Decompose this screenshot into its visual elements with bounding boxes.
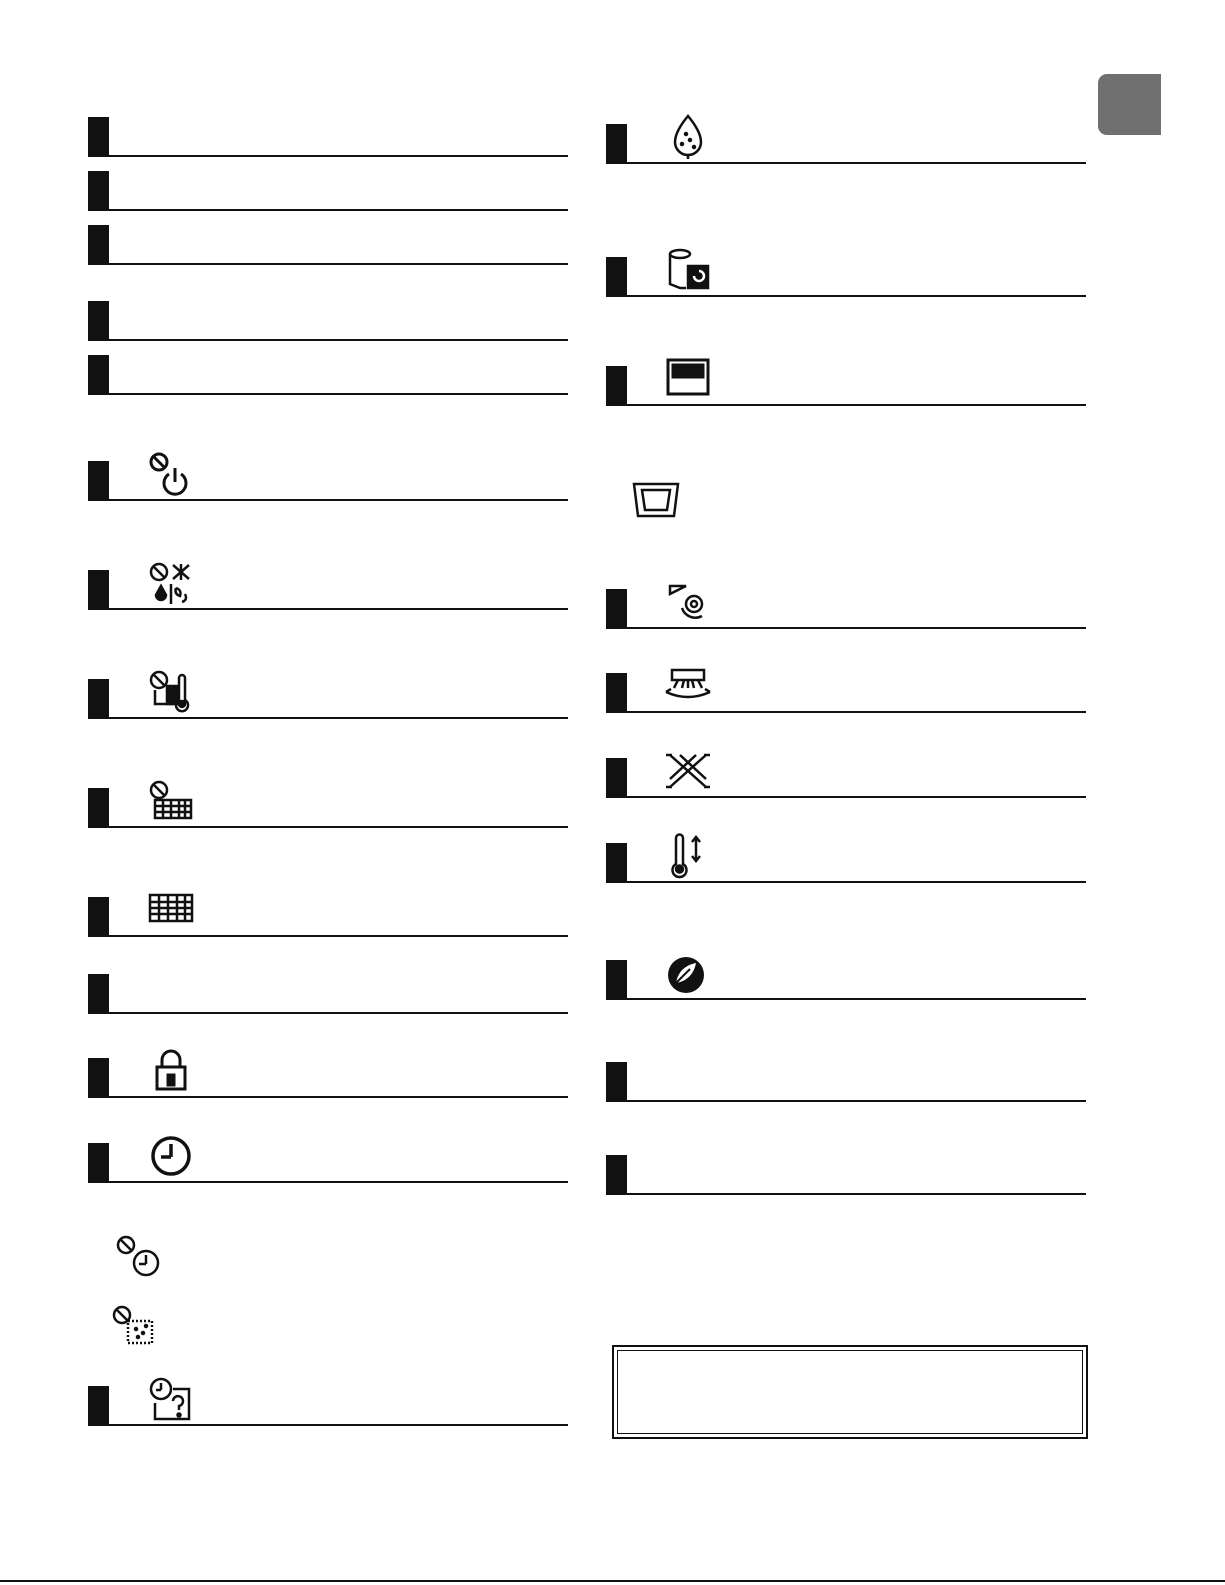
heading-marker [88, 788, 109, 828]
heading-rule [627, 295, 1086, 297]
heading-marker [88, 301, 109, 341]
louver-swing-icon [664, 578, 712, 626]
heading-rule [627, 1193, 1086, 1195]
heading-rule [109, 155, 568, 157]
defrost-cycle-icon [664, 246, 712, 294]
heading-rule [109, 608, 568, 610]
heading-rule [109, 499, 568, 501]
right-heading-10 [606, 1155, 1086, 1195]
filter-prohibited-icon [110, 1303, 158, 1351]
note-box [612, 1345, 1088, 1439]
heading-rule [627, 796, 1086, 798]
left-heading-3 [88, 225, 568, 265]
mode-prohibited-icon [147, 560, 195, 608]
left-heading-4 [88, 301, 568, 341]
heading-rule [627, 1100, 1086, 1102]
heading-marker [88, 570, 109, 610]
heading-marker [88, 1386, 109, 1426]
air-direction-icon [664, 662, 712, 710]
on-off-prohibited-icon [147, 450, 195, 498]
heading-rule [109, 339, 568, 341]
temperature-prohibited-icon [147, 668, 195, 716]
lock-icon [147, 1047, 195, 1095]
footer-rule [0, 1580, 1225, 1582]
heading-marker [88, 679, 109, 719]
heading-marker [88, 1143, 109, 1183]
heading-marker [88, 897, 109, 937]
schedule-icon [147, 887, 195, 935]
schedule-prohibited-icon [147, 778, 195, 826]
heading-marker [606, 843, 627, 883]
heading-rule [109, 717, 568, 719]
heading-rule [109, 1181, 568, 1183]
heading-marker [606, 1062, 627, 1102]
heading-rule [109, 826, 568, 828]
timer-question-icon [147, 1375, 195, 1423]
heading-rule [627, 881, 1086, 883]
heading-rule [109, 209, 568, 211]
timer-prohibited-icon [114, 1233, 162, 1281]
eco-leaf-icon [664, 949, 712, 997]
heading-marker [606, 589, 627, 629]
right-heading-9 [606, 1062, 1086, 1102]
heading-marker [606, 673, 627, 713]
heading-marker [88, 355, 109, 395]
display-window-icon [664, 354, 712, 402]
heading-marker [606, 758, 627, 798]
filter-sign-icon [664, 112, 712, 160]
heading-rule [627, 162, 1086, 164]
left-heading-5 [88, 355, 568, 395]
heading-marker [88, 461, 109, 501]
heading-rule [109, 1096, 568, 1098]
heading-marker [606, 1155, 627, 1195]
heading-rule [627, 711, 1086, 713]
heading-marker [606, 257, 627, 297]
heading-marker [606, 124, 627, 164]
timer-clock-icon [147, 1132, 195, 1180]
heading-marker [606, 366, 627, 406]
heading-rule [627, 998, 1086, 1000]
heading-rule [109, 1012, 568, 1014]
heading-marker [88, 117, 109, 157]
heading-rule [109, 1424, 568, 1426]
left-heading-11 [88, 974, 568, 1014]
heading-marker [606, 960, 627, 1000]
left-heading-2 [88, 171, 568, 211]
heading-rule [627, 627, 1086, 629]
left-heading-1 [88, 117, 568, 157]
heading-marker [88, 1058, 109, 1098]
dryer-bowl-icon [632, 478, 680, 526]
heading-marker [88, 974, 109, 1014]
section-tab [1098, 74, 1161, 135]
heading-rule [627, 404, 1086, 406]
heading-marker [88, 225, 109, 265]
temperature-range-icon [664, 832, 712, 880]
heading-rule [109, 263, 568, 265]
heading-rule [109, 393, 568, 395]
heading-marker [88, 171, 109, 211]
heading-rule [109, 935, 568, 937]
crossflow-icon [664, 747, 712, 795]
